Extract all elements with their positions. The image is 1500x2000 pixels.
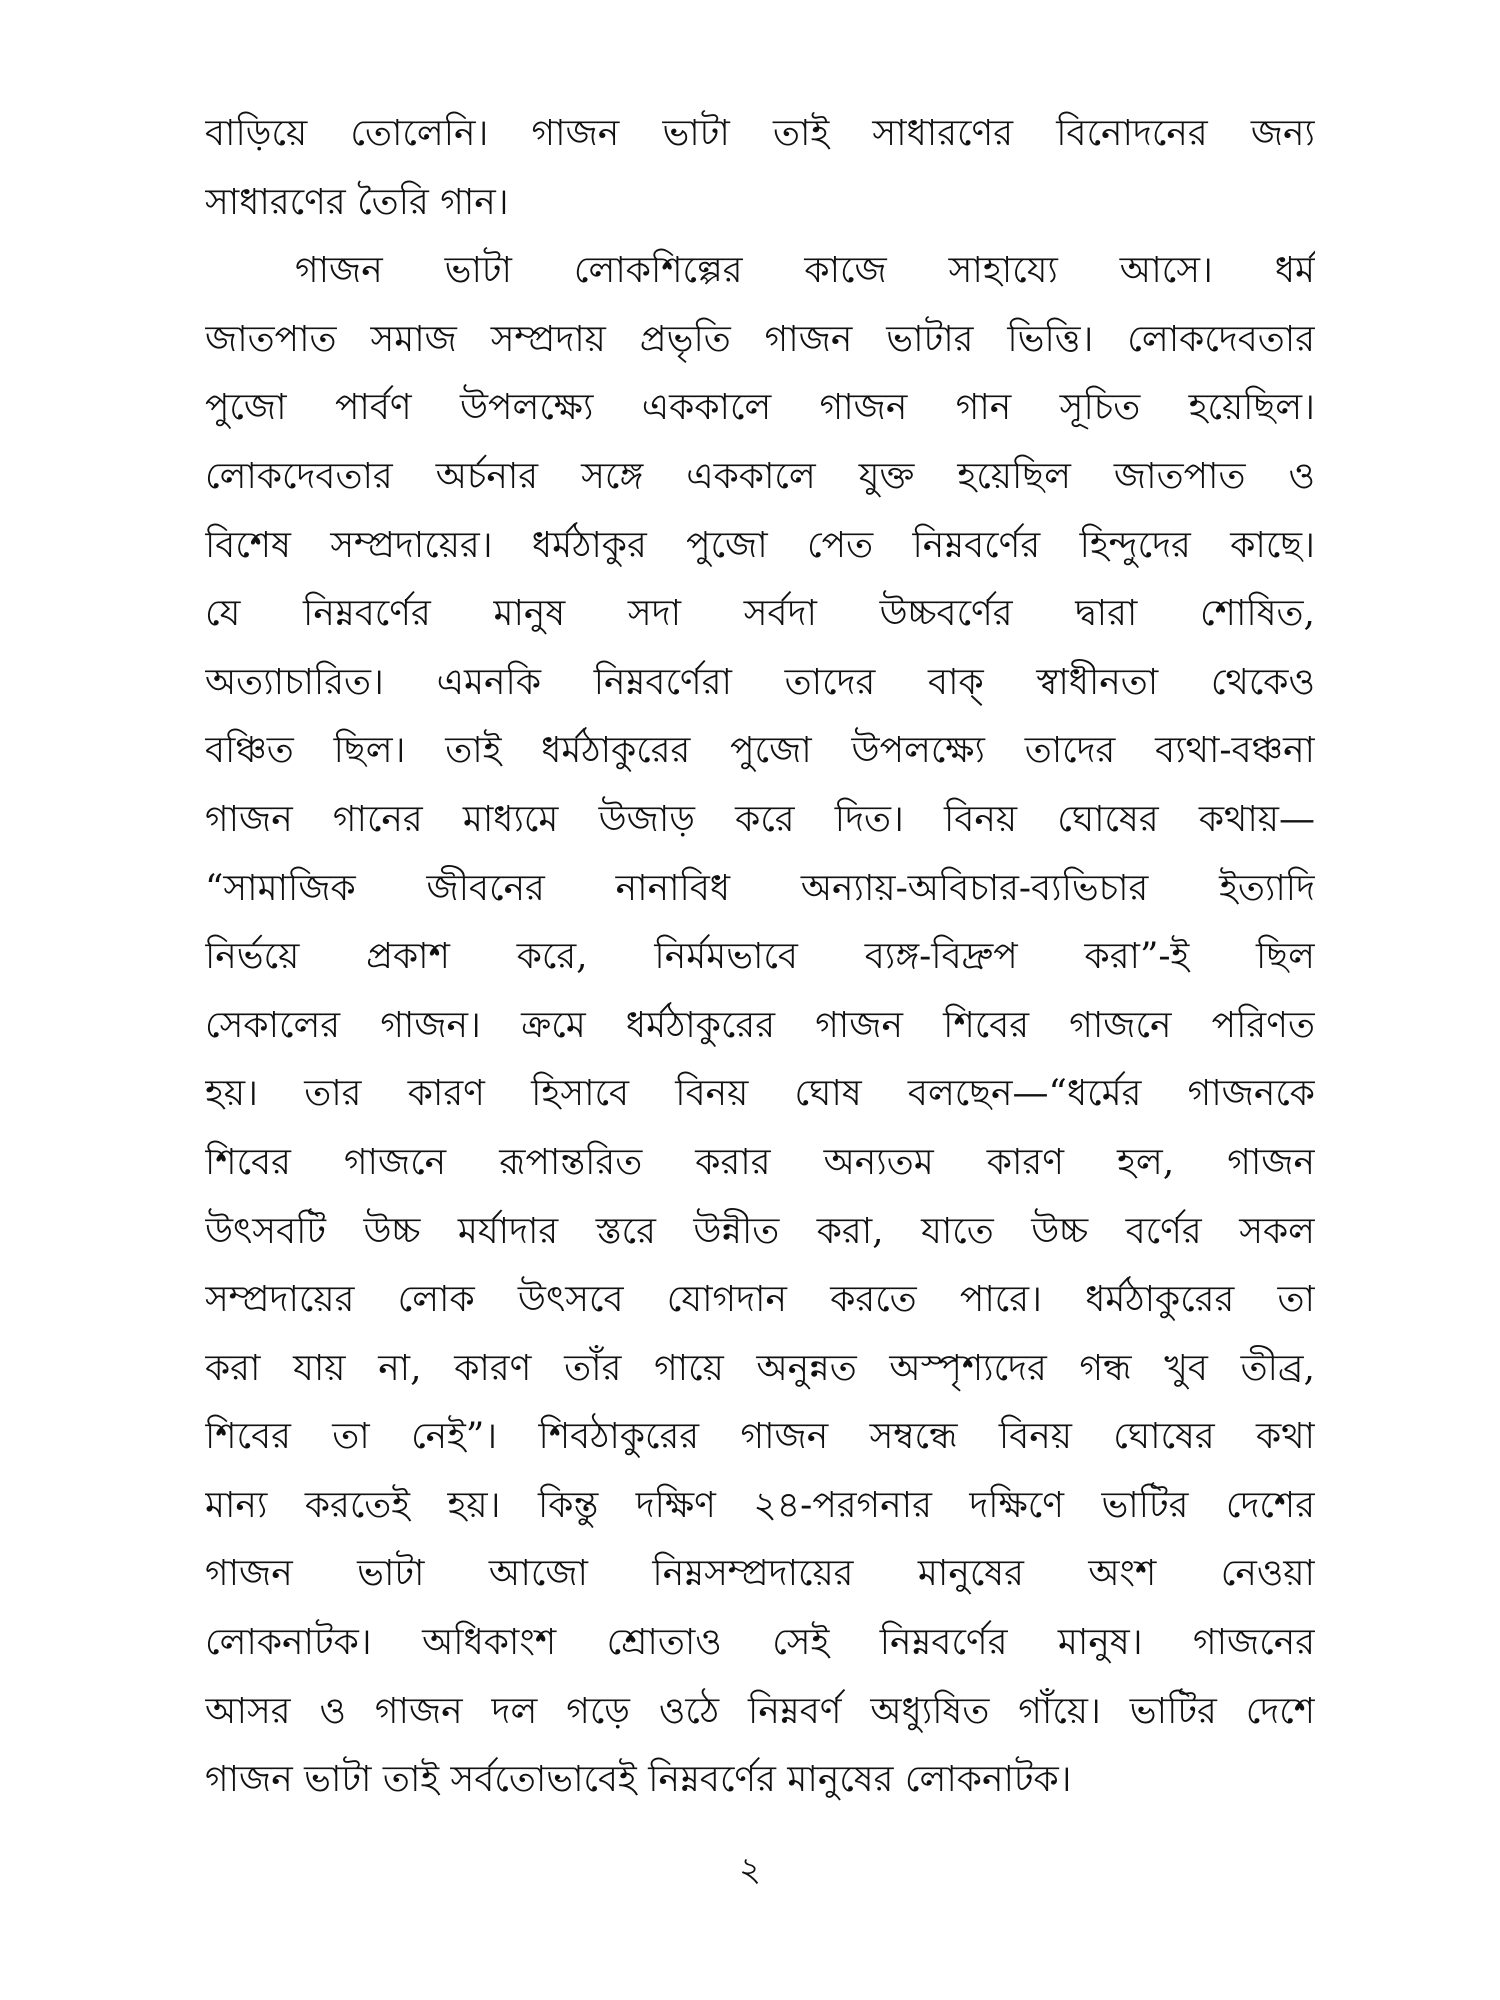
text-line: জাতপাত সমাজ সম্প্রদায় প্রভৃতি গাজন ভাটার ভিত্তি। লোকদেবতার	[205, 318, 1315, 360]
body-text	[205, 100, 1315, 1815]
text-line: মান্য করতেই হয়। কিন্তু দক্ষিণ ২৪-পরগনার দক্ষিণে ভাটির দেশের	[205, 1484, 1315, 1526]
text-line: আসর ও গাজন দল গড়ে ওঠে নিম্নবর্ণ অধ্যুষিত গাঁয়ে। ভাটির দেশে	[205, 1690, 1315, 1732]
page-number: ২	[738, 1850, 762, 1890]
text-line: করা যায় না, কারণ তাঁর গায়ে অনুন্নত অস্পৃশ্যদের গন্ধ খুব তীব্র,	[205, 1347, 1315, 1389]
text-line: যে নিম্নবর্ণের মানুষ সদা সর্বদা উচ্চবর্ণের দ্বারা শোষিত,	[205, 593, 1315, 635]
text-line: পুজো পার্বণ উপলক্ষ্যে এককালে গাজন গান সূচিত হয়েছিল।	[205, 387, 1315, 429]
text-line: হয়। তার কারণ হিসাবে বিনয় ঘোষ বলছেন—“ধর্মের গাজনকে	[205, 1073, 1315, 1115]
text-line: গাজন গানের মাধ্যমে উজাড় করে দিত। বিনয় ঘোষের কথায়—	[205, 798, 1315, 840]
text-line: শিবের গাজনে রূপান্তরিত করার অন্যতম কারণ হল, গাজন	[205, 1141, 1315, 1183]
text-line: সেকালের গাজন। ক্রমে ধর্মঠাকুরের গাজন শিবের গাজনে পরিণত	[205, 1004, 1315, 1046]
text-line: সাধারণের তৈরি গান।	[205, 181, 509, 223]
paragraph-1	[205, 100, 1315, 237]
text-line: “সামাজিক জীবনের নানাবিধ অন্যায়-অবিচার-ব্যভিচার ইত্যাদি	[205, 867, 1315, 909]
text-line: বঞ্চিত ছিল। তাই ধর্মঠাকুরের পুজো উপলক্ষ্যে তাদের ব্যথা-বঞ্চনা	[205, 730, 1315, 772]
text-line: সম্প্রদায়ের লোক উৎসবে যোগদান করতে পারে। ধর্মঠাকুরের তা	[205, 1279, 1315, 1321]
paragraph-2	[205, 237, 1315, 1815]
text-line: অত্যাচারিত। এমনকি নিম্নবর্ণেরা তাদের বাক্ স্বাধীনতা থেকেও	[205, 661, 1315, 703]
text-line: বিশেষ সম্প্রদায়ের। ধর্মঠাকুর পুজো পেত নিম্নবর্ণের হিন্দুদের কাছে।	[205, 524, 1315, 566]
text-line: গাজন ভাটা লোকশিল্পের কাজে সাহায্যে আসে। ধর্ম	[295, 250, 1315, 292]
text-line: শিবের তা নেই”। শিবঠাকুরের গাজন সম্বন্ধে বিনয় ঘোষের কথা	[205, 1416, 1315, 1458]
text-line: গাজন ভাটা তাই সর্বতোভাবেই নিম্নবর্ণের মানুষের লোকনাটক।	[205, 1759, 1072, 1801]
text-line: গাজন ভাটা আজো নিম্নসম্প্রদায়ের মানুষের অংশ নেওয়া	[205, 1553, 1315, 1595]
text-line: বাড়িয়ে তোলেনি। গাজন ভাটা তাই সাধারণের বিনোদনের জন্য	[205, 113, 1315, 154]
text-line: লোকনাটক। অধিকাংশ শ্রোতাও সেই নিম্নবর্ণের মানুষ। গাজনের	[205, 1622, 1315, 1664]
text-line: নির্ভয়ে প্রকাশ করে, নির্মমভাবে ব্যঙ্গ-বিদ্রুপ করা”-ই ছিল	[205, 936, 1315, 978]
text-line: লোকদেবতার অর্চনার সঙ্গে এককালে যুক্ত হয়েছিল জাতপাত ও	[205, 455, 1315, 497]
text-line: উৎসবটি উচ্চ মর্যাদার স্তরে উন্নীত করা, যাতে উচ্চ বর্ণের সকল	[205, 1210, 1315, 1252]
